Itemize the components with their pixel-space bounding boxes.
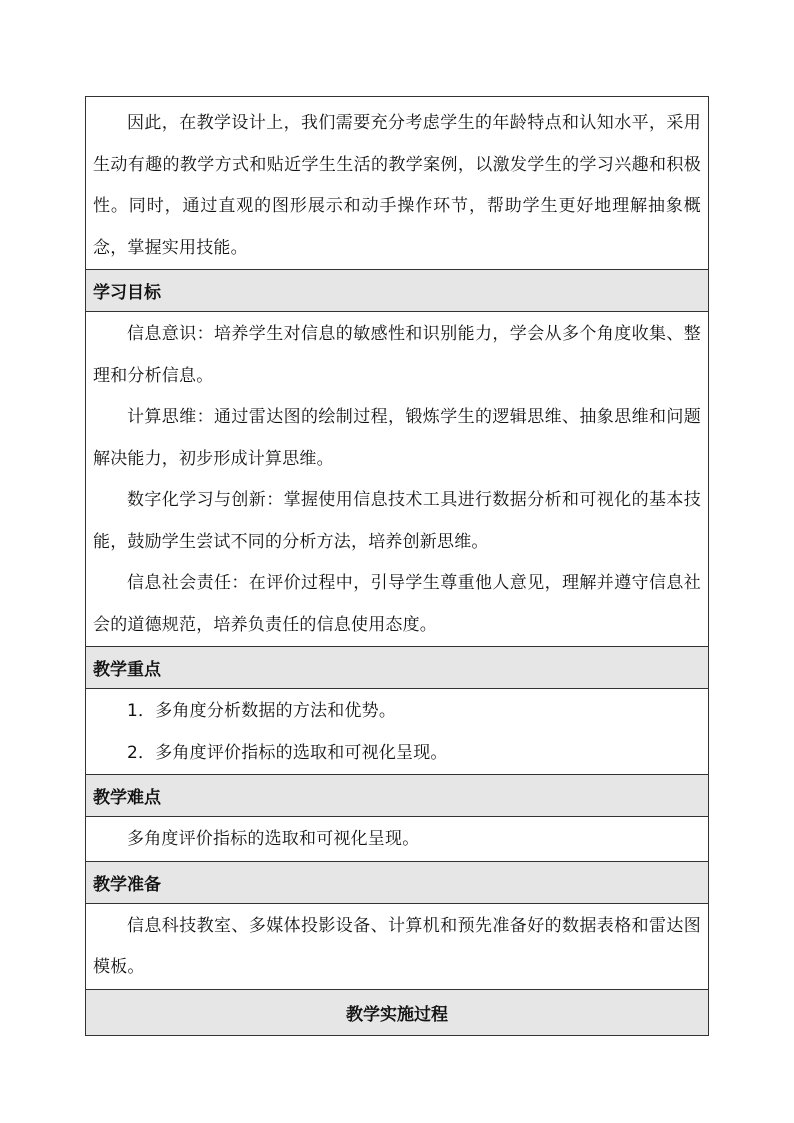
preparation-section [86, 903, 708, 989]
lesson-plan-table [85, 96, 709, 1036]
intro-paragraph: 因此，在教学设计上，我们需要充分考虑学生的年龄特点和认知水平，采用生动有趣的教学方式和贴近学生生活的教学案例，以激发学生的学习兴趣和积极性。同时，通过直观的图形展示和动手操作环节，帮助学生更好地理解抽象概念，掌握实用技能。 [93, 113, 701, 258]
objective-item: 数字化学习与创新：掌握使用信息技术工具进行数据分析和可视化的基本技能，鼓励学生尝试不同的分析方法，培养创新思维。 [93, 490, 701, 552]
objective-item: 计算思维：通过雷达图的绘制过程，锻炼学生的逻辑思维、抽象思维和问题解决能力，初步形成计算思维。 [93, 407, 701, 469]
objective-item: 信息社会责任：在评价过程中，引导学生尊重他人意见，理解并遵守信息社会的道德规范，培养负责任的信息使用态度。 [93, 573, 701, 635]
key-points-section [86, 688, 708, 774]
key-points-header: 教学重点 [86, 646, 708, 688]
difficulties-header: 教学难点 [86, 774, 708, 816]
process-header: 教学实施过程 [86, 989, 708, 1035]
objective-item: 信息意识：培养学生对信息的敏感性和识别能力，学会从多个角度收集、整理和分析信息。 [93, 324, 701, 386]
objectives-section [86, 311, 708, 646]
intro-section [86, 97, 708, 269]
key-point-item: 1．多角度分析数据的方法和优势。 [127, 701, 397, 721]
objectives-header: 学习目标 [86, 269, 708, 311]
preparation-text: 信息科技教室、多媒体投影设备、计算机和预先准备好的数据表格和雷达图模板。 [93, 915, 701, 977]
preparation-header: 教学准备 [86, 861, 708, 903]
key-point-item: 2．多角度评价指标的选取和可视化呈现。 [127, 742, 448, 763]
difficulty-text: 多角度评价指标的选取和可视化呈现。 [127, 829, 420, 849]
difficulties-section [86, 816, 708, 861]
